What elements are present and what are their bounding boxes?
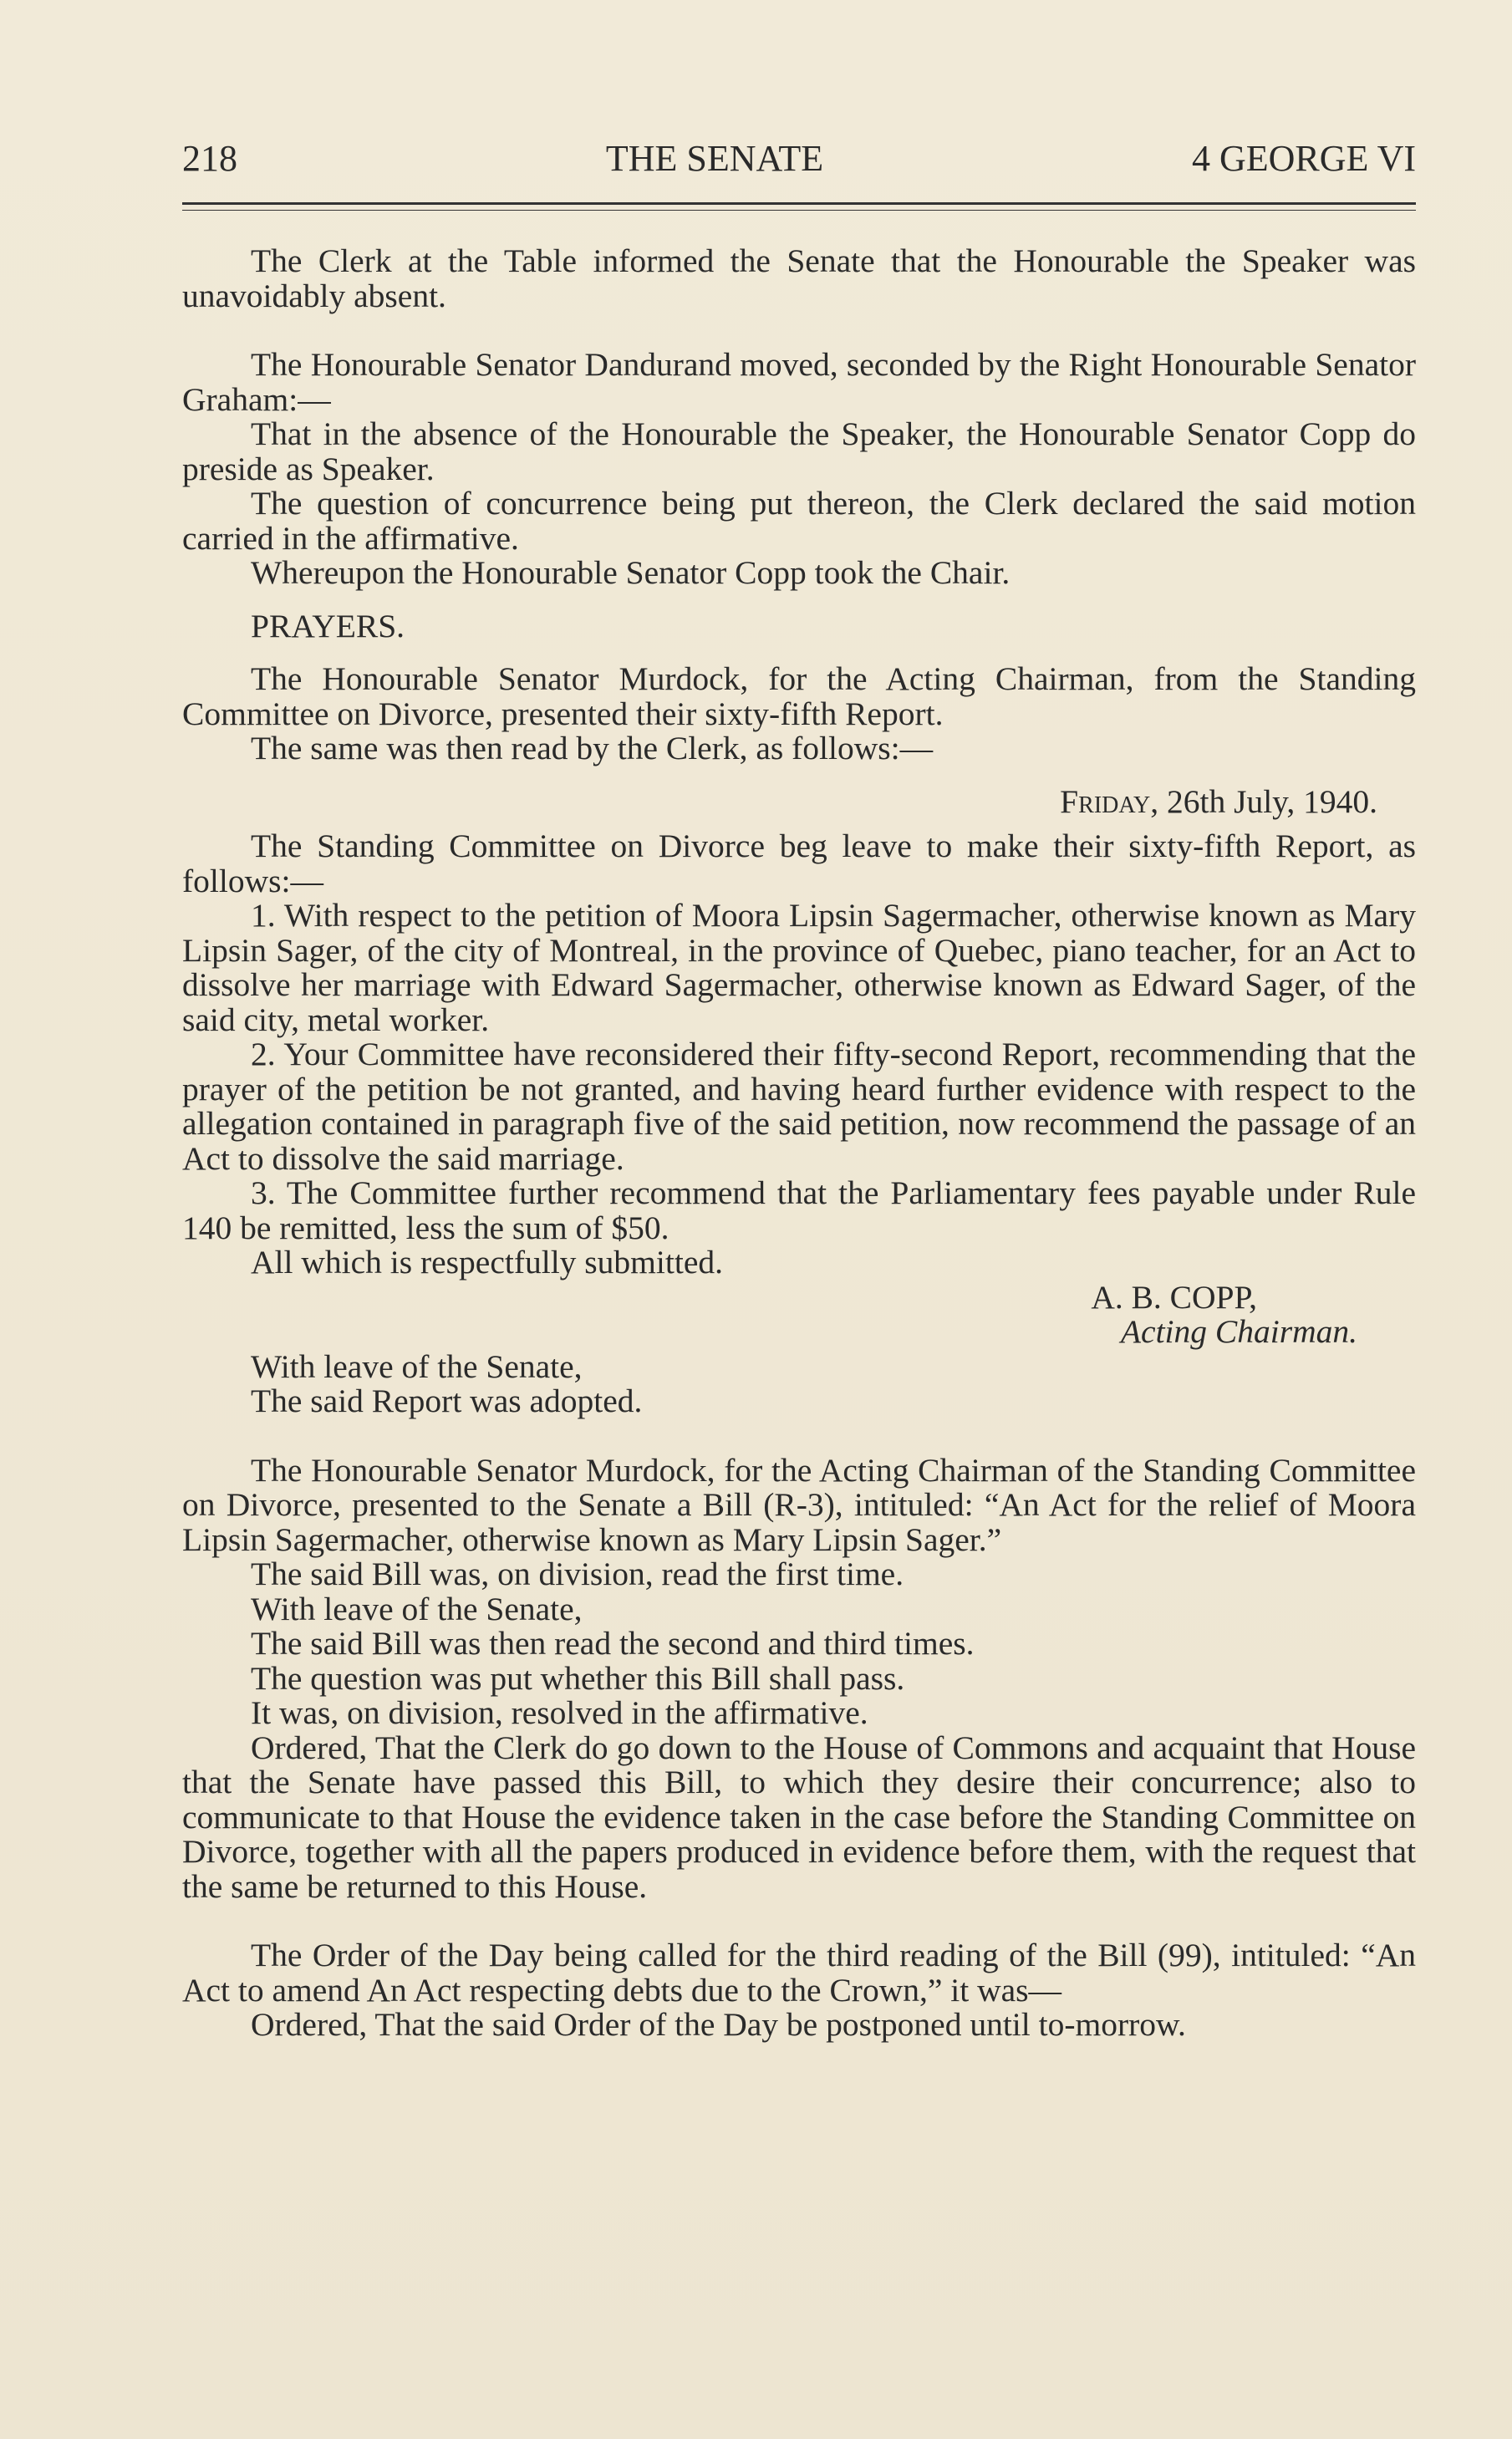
paragraph: Ordered, That the Clerk do go down to the House of Commons and acquaint that House that the Senate have passed this Bill, to which they desire their concurrence; also to communicate to that House the evidence taken in the case before the Standing Committee on Divorce, together with all the papers produced in evidence before them, with the request that the same be returned to this House. <box>182 1729 1416 1905</box>
paragraph: The said Bill was then read the second and third times. <box>251 1625 975 1662</box>
paragraph: The Honourable Senator Murdock, for the Acting Chairman of the Standing Committee on Divorce, presented to the Senate a Bill (R-3), intituled: “An Act for the relief of Moora Lipsin Sagermacher, otherwise known as Mary Lipsin Sager.” <box>182 1451 1416 1558</box>
report-date-day: Friday <box>1060 782 1151 820</box>
paragraph: The Order of the Day being called for the third reading of the Bill (99), intituled: “An Act to amend An Act respecting debts due to the Crown,” it was— <box>182 1937 1416 2009</box>
paragraph: That in the absence of the Honourable the Speaker, the Honourable Senator Copp do preside as Speaker. <box>182 415 1416 487</box>
signature-name: A. B. COPP, <box>1091 1278 1257 1316</box>
paragraph: The Honourable Senator Dandurand moved, seconded by the Right Honourable Senator Graham:— <box>182 346 1416 418</box>
running-header <box>182 140 1416 184</box>
paragraph: The same was then read by the Clerk, as follows:— <box>251 730 934 766</box>
paragraph: The question of concurrence being put thereon, the Clerk declared the said motion carried in the affirmative. <box>182 485 1416 557</box>
journal-body <box>182 244 1416 2043</box>
paragraph: All which is respectfully submitted. <box>251 1244 723 1281</box>
report-date-rest: , 26th July, 1940. <box>1150 782 1377 820</box>
header-rule <box>182 202 1416 205</box>
paragraph: The Clerk at the Table informed the Senate that the Honourable the Speaker was unavoidably absent. <box>182 242 1416 314</box>
paragraph: The Standing Committee on Divorce beg leave to make their sixty-fifth Report, as follows:— <box>182 827 1416 899</box>
paragraph: The question was put whether this Bill shall pass. <box>251 1659 905 1697</box>
paragraph: 2. Your Committee have reconsidered their fifty-second Report, recommending that the prayer of the petition be not granted, and having heard further evidence with respect to the allegation contained in paragraph five of the said petition, now recommend the passage of an Act to dissolve the said marriage. <box>182 1036 1416 1177</box>
paragraph: 3. The Committee further recommend that the Parliamentary fees payable under Rule 140 be remitted, less the sum of $50. <box>182 1174 1416 1246</box>
prayers-heading: PRAYERS. <box>251 607 405 644</box>
header-title: THE SENATE <box>605 138 824 179</box>
paragraph: With leave of the Senate, <box>251 1347 583 1385</box>
paragraph: The Honourable Senator Murdock, for the Acting Chairman, from the Standing Committee on Divorce, presented their sixty-fifth Report. <box>182 660 1416 732</box>
paragraph: Whereupon the Honourable Senator Copp took the Chair. <box>251 554 1011 591</box>
paragraph: 1. With respect to the petition of Moora Lipsin Sagermacher, otherwise known as Mary Lipsin Sager, of the city of Montreal, in the province of Quebec, piano teacher, for an Act to dissolve her marriage with Edward Sagermacher, otherwise known as Edward Sager, of the said city, metal worker. <box>182 897 1416 1038</box>
page-number: 218 <box>182 138 237 179</box>
regnal-year: 4 GEORGE VI <box>1191 138 1416 179</box>
report-date <box>182 782 1416 820</box>
header-rule-thin <box>182 210 1416 211</box>
paragraph: Ordered, That the said Order of the Day be postponed until to-morrow. <box>251 2006 1186 2043</box>
signature-title: Acting Chairman. <box>1120 1313 1357 1350</box>
paragraph: It was, on division, resolved in the affirmative. <box>251 1694 868 1731</box>
paragraph: The said Report was adopted. <box>251 1382 643 1419</box>
paragraph: The said Bill was, on division, read the first time. <box>251 1556 904 1592</box>
signature-block <box>182 1278 1416 1350</box>
paragraph: With leave of the Senate, <box>251 1590 583 1627</box>
